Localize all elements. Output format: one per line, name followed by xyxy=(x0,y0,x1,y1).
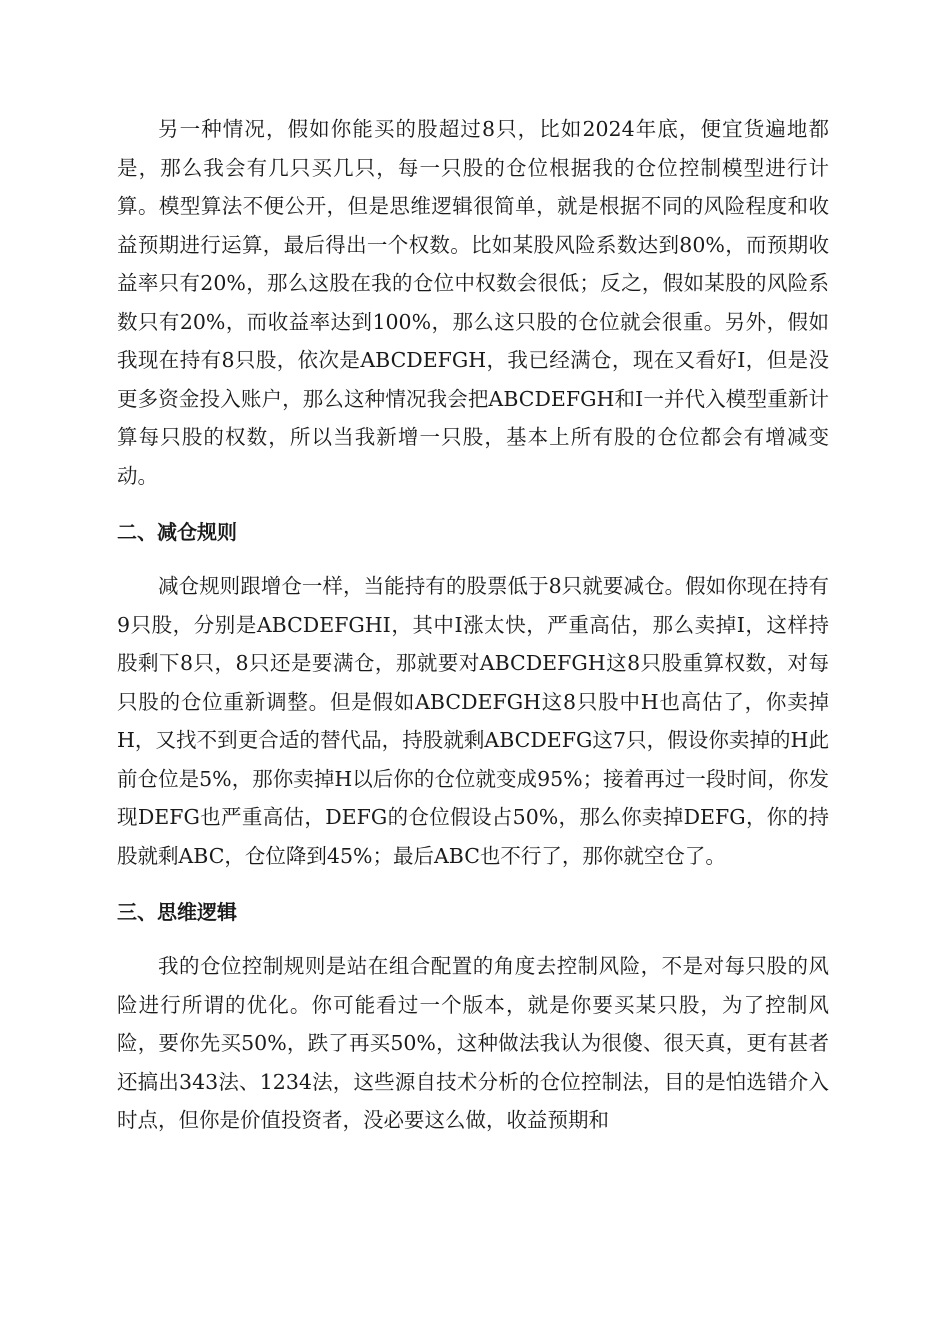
section-heading: 二、减仓规则 xyxy=(117,520,237,544)
document-body xyxy=(117,110,829,1140)
paragraph: 我的仓位控制规则是站在组合配置的角度去控制风险，不是对每只股的风险进行所谓的优化。你可能看过一个版本，就是你要买某只股，为了控制风险，要你先买50%，跌了再买50%，这种做法我认为很傻、很天真，更有甚者还搞出343法、1234法，这些源自技术分析的仓位控制法，目的是怕选错介入时点，但你是价值投资者，没必要这么做，收益预期和 xyxy=(117,954,829,1132)
paragraph: 减仓规则跟增仓一样，当能持有的股票低于8只就要减仓。假如你现在持有9只股，分别是ABCDEFGHI，其中I涨太快，严重高估，那么卖掉I，这样持股剩下8只，8只还是要满仓，那就要对ABCDEFGH这8只股重算权数，对每只股的仓位重新调整。但是假如ABCDEFGH这8只股中H也高估了，你卖掉H，又找不到更合适的替代品，持股就剩ABCDEFG这7只，假设你卖掉的H此前仓位是5%，那你卖掉H以后你的仓位就变成95%；接着再过一段时间，你发现DEFG也严重高估，DEFG的仓位假设占50%，那么你卖掉DEFG，你的持股就剩ABC，仓位降到45%；最后ABC也不行了，那你就空仓了。 xyxy=(117,574,829,868)
section-heading: 三、思维逻辑 xyxy=(117,900,237,924)
paragraph: 另一种情况，假如你能买的股超过8只，比如2024年底，便宜货遍地都是，那么我会有几只买几只，每一只股的仓位根据我的仓位控制模型进行计算。模型算法不便公开，但是思维逻辑很简单，就是根据不同的风险程度和收益预期进行运算，最后得出一个权数。比如某股风险系数达到80%，而预期收益率只有20%，那么这股在我的仓位中权数会很低；反之，假如某股的风险系数只有20%，而收益率达到100%，那么这只股的仓位就会很重。另外，假如我现在持有8只股，依次是ABCDEFGH，我已经满仓，现在又看好I，但是没更多资金投入账户，那么这种情况我会把ABCDEFGH和I一并代入模型重新计算每只股的权数，所以当我新增一只股，基本上所有股的仓位都会有增减变动。 xyxy=(117,117,829,488)
